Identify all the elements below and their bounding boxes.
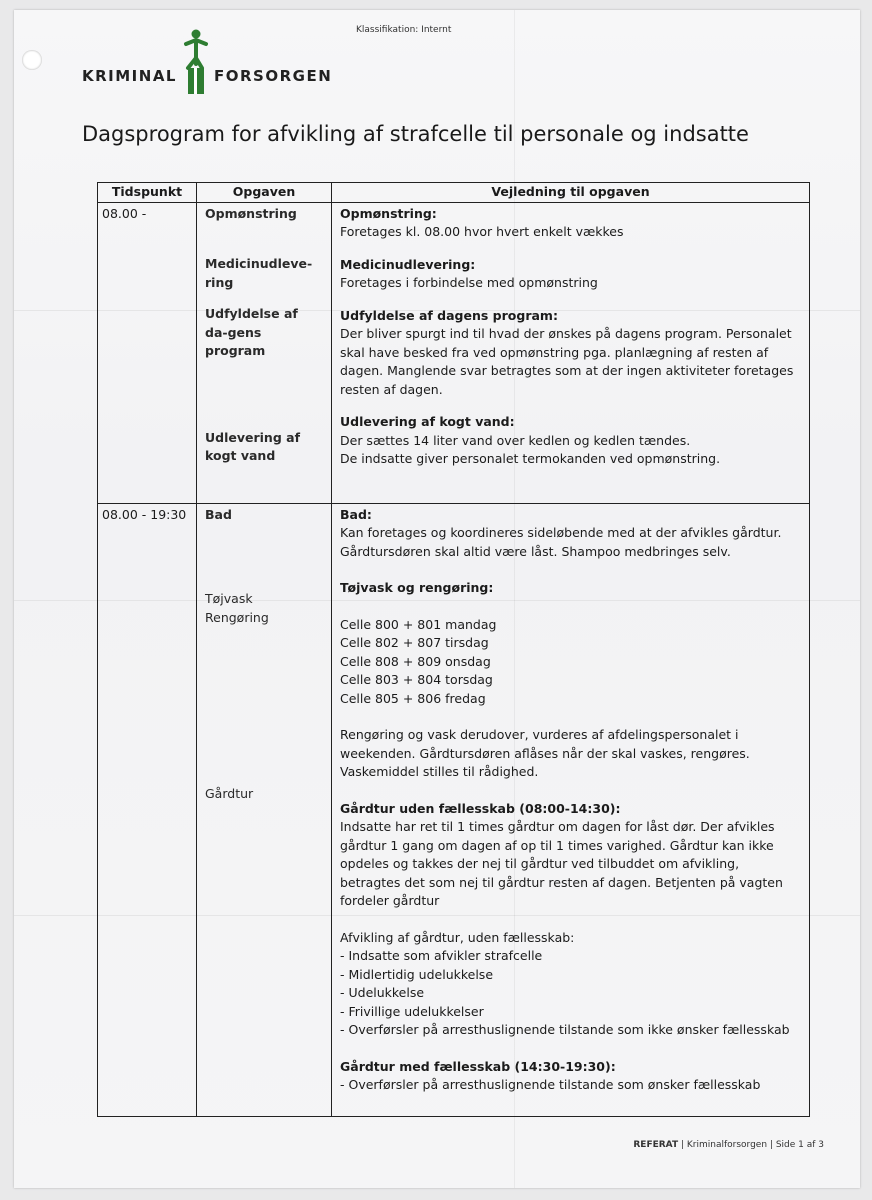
heading-toejvask: Tøjvask og rengøring: (340, 580, 494, 595)
punch-hole (22, 50, 42, 70)
table-row (98, 202, 810, 503)
list-item: - Overførsler på arresthuslignende tilstande som ikke ønsker fællesskab (340, 1021, 801, 1040)
task-medicinudlevering: Medicinudleve-ring (205, 256, 313, 290)
heading-udfyldelse: Udfyldelse af dagens program: (340, 307, 558, 323)
heading-gaardtur-uden: Gårdtur uden fællesskab (08:00-14:30): (340, 800, 621, 816)
task-opmoenstring: Opmønstring (205, 205, 297, 221)
list-item: - Overførsler på arresthuslignende tilstande som ønsker fællesskab (340, 1076, 801, 1095)
heading-medicinudlevering: Medicinudlevering: (340, 256, 476, 272)
list-item: Celle 805 + 806 fredag (340, 690, 486, 706)
column-header-time: Tidspunkt (98, 183, 197, 203)
logo-text-right: FORSORGEN (214, 67, 333, 85)
time-value: 08.00 - (102, 205, 147, 221)
list-item: - Frivillige udelukkelser (340, 1003, 801, 1022)
text-udlevering-2: De indsatte giver personalet termokanden ved opmønstring. (340, 451, 721, 466)
task-gaardtur: Gårdtur (205, 786, 254, 801)
table-row (98, 503, 810, 1116)
task-cell (197, 503, 332, 1116)
heading-opmoenstring: Opmønstring: (340, 205, 437, 221)
text-medicinudlevering: Foretages i forbindelse med opmønstring (340, 275, 598, 290)
text-opmoenstring: Foretages kl. 08.00 hvor hvert enkelt vækkes (340, 224, 624, 239)
time-value: 08.00 - 19:30 (102, 506, 187, 522)
footer-org: Kriminalforsorgen (686, 1140, 768, 1150)
list-item: Celle 803 + 804 torsdag (340, 672, 493, 687)
text-afvikling: Afvikling af gårdtur, uden fællesskab: (340, 929, 575, 945)
time-cell (98, 202, 197, 503)
column-header-task: Opgaven (197, 183, 332, 203)
text-rengoering: Rengøring og vask derudover, vurderes af afdelingspersonalet i weekenden. Gårdtursdøren aflåses når der skal vaskes, rengøres. Vaskemiddel stilles til rådighed. (340, 727, 750, 779)
footer-label: REFERAT (633, 1140, 679, 1150)
task-toejvask: Tøjvask (205, 591, 253, 606)
list-item: Celle 800 + 801 mandag (340, 616, 497, 632)
program-table (97, 182, 810, 1117)
heading-udlevering: Udlevering af kogt vand: (340, 414, 515, 429)
time-cell (98, 503, 197, 1116)
task-udfyldelse: Udfyldelse af da-gens program (205, 306, 298, 358)
afvikling-list (340, 947, 801, 1040)
list-item: Celle 802 + 807 tirsdag (340, 635, 489, 650)
footer-separator: | (769, 1140, 776, 1150)
text-bad: Kan foretages og koordineres sideløbende med at der afvikles gårdtur. Gårdtursdøren skal altid være låst. Shampoo medbringes selv. (340, 525, 782, 559)
list-item: Celle 808 + 809 onsdag (340, 653, 491, 669)
logo-text-left: KRIMINAL (82, 67, 177, 85)
text-gaardtur-uden: Indsatte har ret til 1 times gårdtur om dagen for låst dør. Der afvikles gårdtur 1 gang om dagen af op til 1 times varighed. Gårdtur kan ikke opdeles og takkes der nej til gårdtur ved tilbuddet om afvikling, betragtes det som nej til gårdtur resten af dagen. Betjenten på vagten fordeler gårdtur (340, 819, 783, 908)
heading-gaardtur-med: Gårdtur med fællesskab (14:30-19:30): (340, 1058, 616, 1074)
faellesskab-list (340, 1076, 801, 1095)
heading-bad: Bad: (340, 506, 372, 522)
guidance-cell (332, 503, 810, 1116)
kriminalforsorgen-logo (82, 24, 342, 94)
column-header-guidance: Vejledning til opgaven (332, 183, 810, 203)
classification-label: Klassifikation: Internt (356, 25, 452, 35)
list-item: - Indsatte som afvikler strafcelle (340, 947, 801, 966)
list-item: - Midlertidig udelukkelse (340, 966, 801, 985)
figure-logo-icon (174, 24, 214, 94)
guidance-cell (332, 202, 810, 503)
document-title: Dagsprogram for afvikling af strafcelle til personale og indsatte (82, 122, 749, 146)
footer-page: Side 1 af 3 (775, 1140, 824, 1150)
task-rengoering: Rengøring (205, 609, 269, 625)
table-header-row (98, 183, 810, 203)
cell-schedule-list (340, 616, 801, 709)
footer-separator: | (680, 1140, 687, 1150)
task-cell (197, 202, 332, 503)
list-item: - Udelukkelse (340, 984, 801, 1003)
task-bad: Bad (205, 506, 232, 522)
task-udlevering: Udlevering af kogt vand (205, 429, 301, 463)
page-footer (633, 1140, 824, 1150)
text-udfyldelse: Der bliver spurgt ind til hvad der ønskes på dagens program. Personalet skal have besked fra ved opmønstring pga. planlægning af resten af dagen. Manglende svar betragtes som at der ingen aktiviteter foretages resten af dagen. (340, 326, 794, 397)
text-udlevering-1: Der sættes 14 liter vand over kedlen og kedlen tændes. (340, 432, 691, 448)
